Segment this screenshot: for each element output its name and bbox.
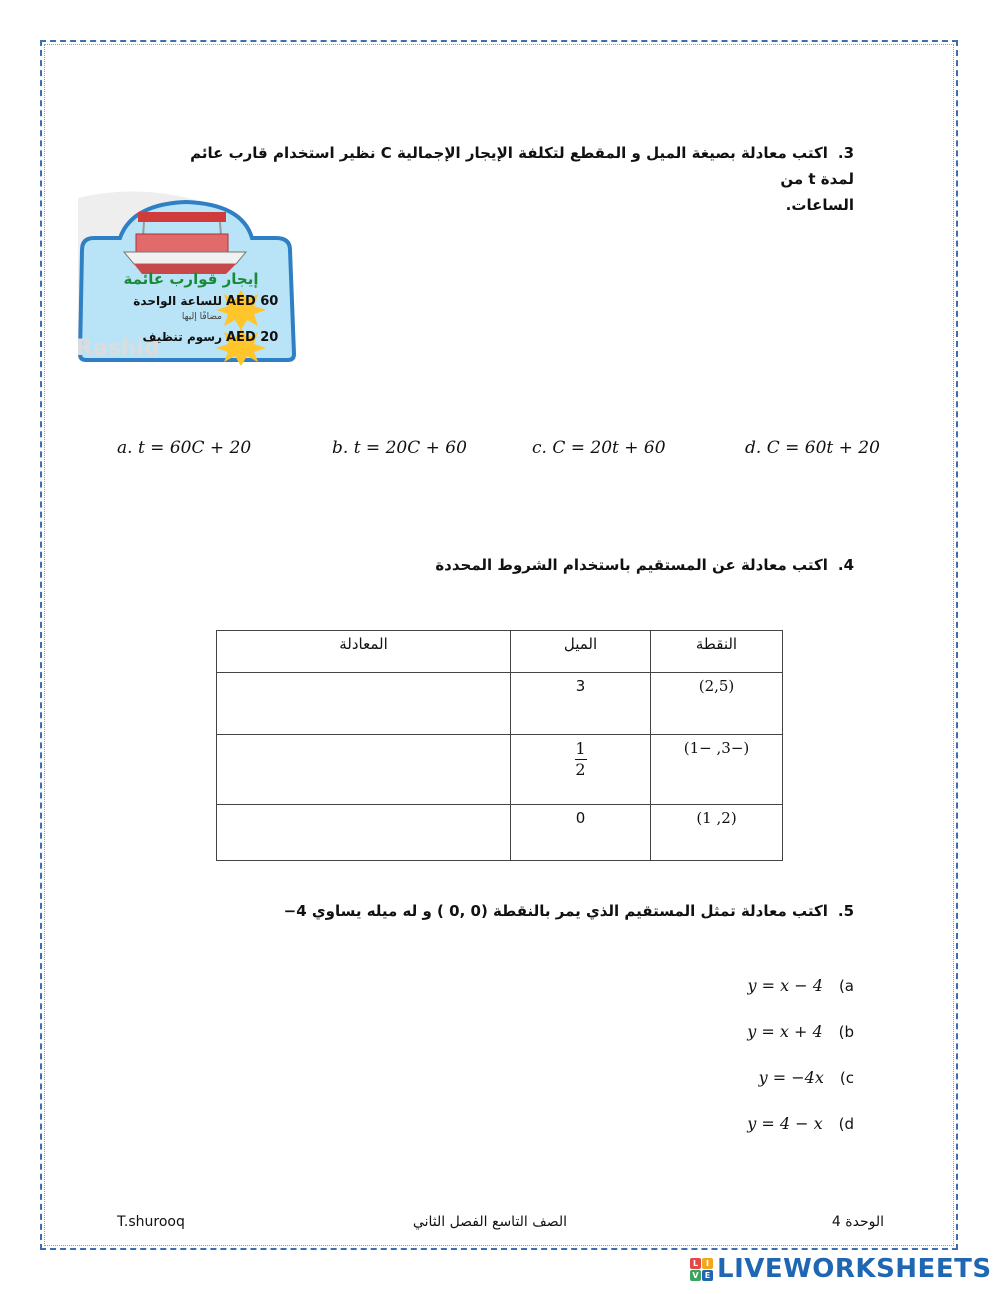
row-1-slope: 3 bbox=[511, 673, 651, 735]
logo-letter: E bbox=[702, 1270, 713, 1281]
q5-option-c[interactable] bbox=[759, 1068, 854, 1087]
q5-option-d-label: (d bbox=[838, 1115, 854, 1133]
q5-option-b-label: (b bbox=[838, 1023, 854, 1041]
logo-letter: L bbox=[690, 1258, 701, 1269]
row-2-point: (−3, −1) bbox=[651, 735, 783, 805]
ad-line-2: رسوم تنظيف bbox=[142, 330, 222, 344]
logo-letter: V bbox=[690, 1270, 701, 1281]
ad-added: مضافًا إليها bbox=[181, 312, 222, 322]
table-row bbox=[217, 673, 783, 735]
question-5-text: اكتب معادلة تمثل المستقيم الذي يمر بالنقطة (0 ,0 ) و له ميله يساوي 4− bbox=[283, 902, 828, 920]
logo-letter: I bbox=[702, 1258, 713, 1269]
q5-option-a-label: (a bbox=[838, 977, 854, 995]
slope-fraction-denominator: 2 bbox=[575, 760, 586, 779]
q5-option-a[interactable] bbox=[748, 976, 854, 995]
question-4-number: 4. bbox=[837, 556, 854, 574]
row-2-slope bbox=[511, 735, 651, 805]
question-4 bbox=[254, 552, 854, 578]
liveworksheets-brand[interactable] bbox=[690, 1254, 992, 1284]
table-row bbox=[217, 735, 783, 805]
q3-option-a[interactable]: a. t = 60C + 20 bbox=[117, 438, 252, 458]
question-5-number: 5. bbox=[837, 902, 854, 920]
footer-grade: الصف التاسع الفصل الثاني bbox=[412, 1214, 568, 1230]
q5-option-d-eq: y = 4 − x bbox=[747, 1114, 823, 1133]
liveworksheets-logo-icon bbox=[690, 1258, 713, 1281]
q5-option-a-eq: y = x − 4 bbox=[747, 976, 823, 995]
liveworksheets-wordmark: LIVEWORKSHEETS bbox=[717, 1254, 992, 1284]
header-point: النقطة bbox=[651, 631, 783, 673]
q5-option-b-eq: y = x + 4 bbox=[747, 1022, 823, 1041]
header-slope: الميل bbox=[511, 631, 651, 673]
question-3-number: 3. bbox=[837, 144, 854, 162]
row-3-equation-input[interactable] bbox=[217, 805, 511, 861]
row-2-equation-input[interactable] bbox=[217, 735, 511, 805]
question-4-text: اكتب معادلة عن المستقيم باستخدام الشروط المحددة bbox=[435, 556, 828, 574]
ad-price-1: AED 60 bbox=[226, 294, 279, 309]
ad-watermark: Rashid bbox=[76, 336, 160, 361]
question-3-text-line1: اكتب معادلة بصيغة الميل و المقطع لتكلفة الإيجار الإجمالية C نظير استخدام قارب عائم لمدة t من bbox=[190, 144, 854, 188]
q5-option-c-label: (c bbox=[839, 1069, 854, 1087]
ad-price-2: AED 20 bbox=[226, 330, 279, 345]
question-5 bbox=[254, 898, 854, 924]
footer-unit: الوحدة 4 bbox=[831, 1214, 884, 1230]
q3-option-b[interactable]: b. t = 20C + 60 bbox=[332, 438, 467, 458]
question-3-text-line2: الساعات. bbox=[785, 196, 854, 214]
q5-option-d[interactable] bbox=[747, 1114, 854, 1133]
boat-rental-ad bbox=[76, 190, 300, 366]
ad-title: إيجار قوارب عائمة bbox=[123, 270, 259, 288]
row-1-point: (2,5) bbox=[651, 673, 783, 735]
q3-option-c[interactable]: c. C = 20t + 60 bbox=[532, 438, 666, 458]
slope-fraction-numerator: 1 bbox=[575, 739, 586, 758]
ad-line-1: للساعة الواحدة bbox=[133, 294, 222, 308]
q3-option-d[interactable]: d. C = 60t + 20 bbox=[745, 438, 880, 458]
footer-author: T.shurooq bbox=[117, 1214, 185, 1230]
q5-option-c-eq: y = −4x bbox=[758, 1068, 824, 1087]
equation-table bbox=[216, 630, 783, 861]
header-equation: المعادلة bbox=[217, 631, 511, 673]
q5-option-b[interactable] bbox=[747, 1022, 854, 1041]
table-header-row bbox=[217, 631, 783, 673]
table-row bbox=[217, 805, 783, 861]
row-3-slope: 0 bbox=[511, 805, 651, 861]
row-3-point: (2, 1) bbox=[651, 805, 783, 861]
slope-fraction bbox=[575, 739, 587, 780]
row-1-equation-input[interactable] bbox=[217, 673, 511, 735]
